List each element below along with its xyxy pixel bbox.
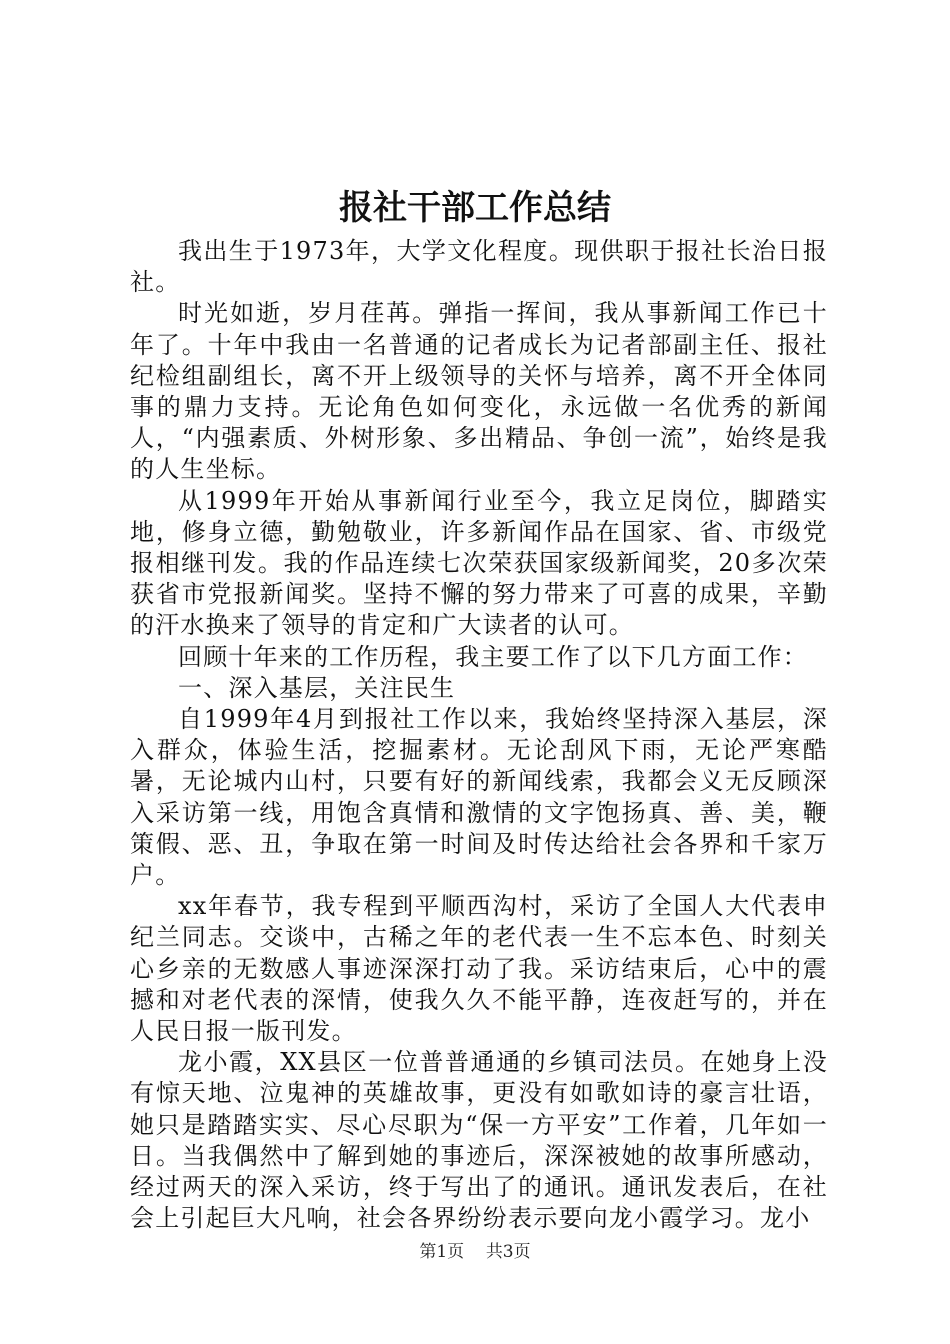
paragraph: xx年春节，我专程到平顺西沟村，采访了全国人大代表申纪兰同志。交谈中，古稀之年的老代表一生不忘本色、时刻关心乡亲的无数感人事迹深深打动了我。采访结束后，心中的震撼和对老代表的深情，使我久久不能平静，连夜赶写的，并在人民日报一版刊发。	[130, 892, 828, 1046]
paragraph: 自1999年4月到报社工作以来，我始终坚持深入基层，深入群众，体验生活，挖掘素材。无论刮风下雨，无论严寒酷暑，无论城内山村，只要有好的新闻线索，我都会义无反顾深入采访第一线，用饱含真情和激情的文字饱扬真、善、美，鞭策假、恶、丑，争取在第一时间及时传达给社会各界和千家万户。	[130, 705, 828, 890]
footer-spacer	[470, 1242, 481, 1262]
document-body	[130, 236, 828, 1235]
paragraph: 时光如逝，岁月荏苒。弹指一挥间，我从事新闻工作已十年了。十年中我由一名普通的记者成长为记者部副主任、报社纪检组副组长，离不开上级领导的关怀与培养，离不开全体同事的鼎力支持。无论角色如何变化，永远做一名优秀的新闻人，“内强素质、外树形象、多出精品、争创一流”，始终是我的人生坐标。	[130, 299, 828, 484]
paragraph: 我出生于1973年，大学文化程度。现供职于报社长治日报社。	[130, 237, 828, 297]
page-total: 共3页	[485, 1242, 531, 1262]
section-heading: 一、深入基层，关注民生	[178, 673, 456, 702]
document-title: 报社干部工作总结	[339, 188, 611, 228]
page-footer	[0, 1240, 950, 1264]
paragraph: 回顾十年来的工作历程，我主要工作了以下几方面工作：	[178, 642, 808, 671]
paragraph: 龙小霞，XX县区一位普普通通的乡镇司法员。在她身上没有惊天地、泣鬼神的英雄故事，更没有如歌如诗的豪言壮语，她只是踏踏实实、尽心尽职为“保一方平安”工作着，几年如一日。当我偶然中了解到她的事迹后，深深被她的故事所感动，经过两天的深入采访，终于写出了的通讯。通讯发表后，在社会上引起巨大凡响，社会各界纷纷表示要向龙小霞学习。龙小	[130, 1048, 828, 1233]
paragraph: 从1999年开始从事新闻行业至今，我立足岗位，脚踏实地，修身立德，勤勉敬业，许多新闻作品在国家、省、市级党报相继刊发。我的作品连续七次荣获国家级新闻奖，20多次荣获省市党报新闻奖。坚持不懈的努力带来了可喜的成果，辛勤的汗水换来了领导的肯定和广大读者的认可。	[130, 486, 828, 640]
page-number: 第1页	[419, 1242, 465, 1262]
